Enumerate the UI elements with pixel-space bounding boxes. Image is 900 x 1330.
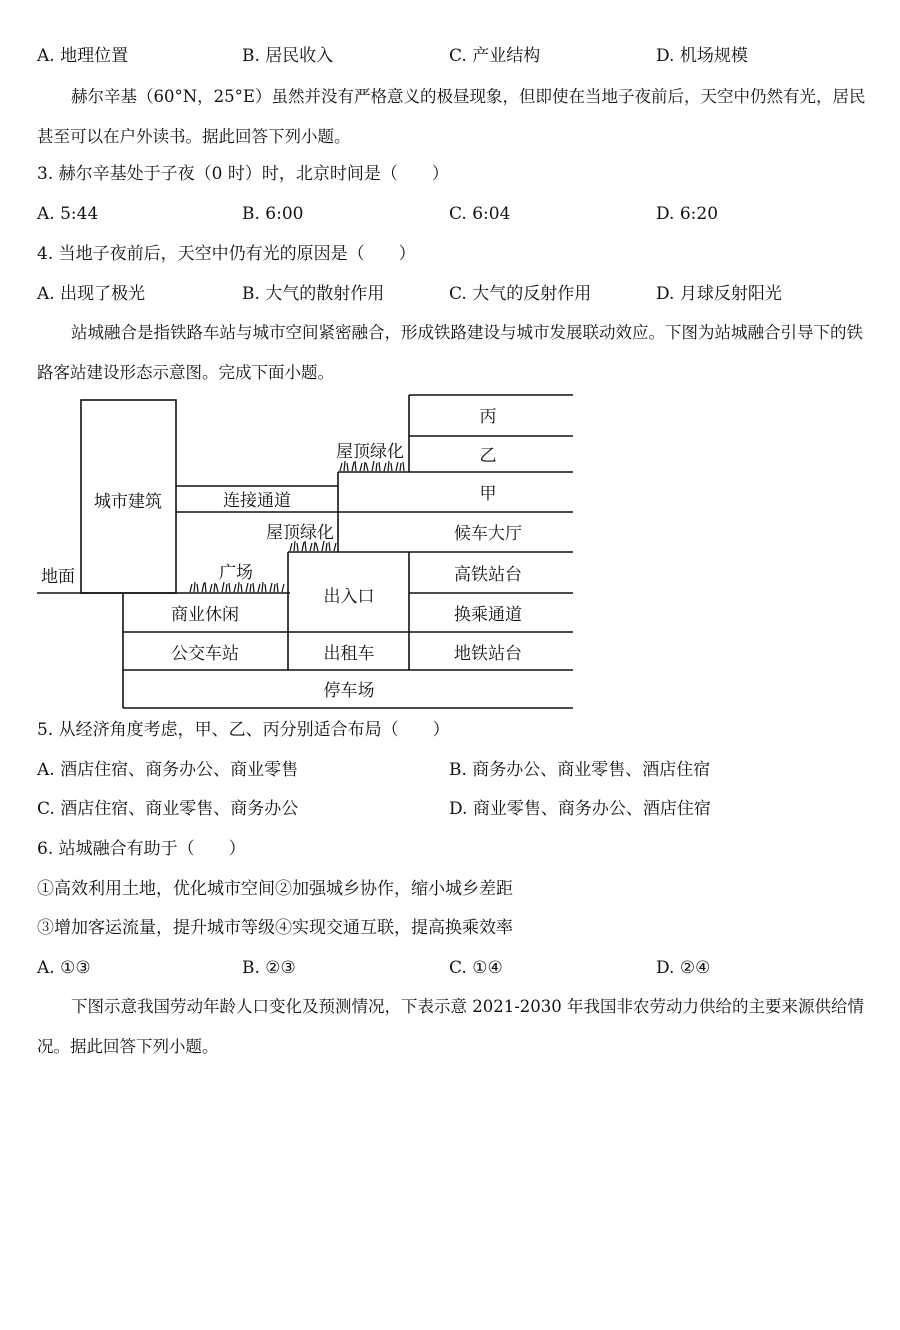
labor-intro: 下图示意我国劳动年龄人口变化及预测情况，下表示意 2021-2030 年我国非农劳动力供给的主要来源供给情况。据此回答下列小题。 <box>37 997 865 1056</box>
grass-square <box>190 582 284 592</box>
grass-upper <box>340 461 404 471</box>
q4-option-d: D. 月球反射阳光 <box>656 284 782 304</box>
prev-option-d: D. 机场规模 <box>656 46 748 66</box>
q6-option-d: D. ②④ <box>656 958 711 978</box>
prev-option-b: B. 居民收入 <box>242 46 334 66</box>
q5-option-d: D. 商业零售、商务办公、酒店住宿 <box>449 799 711 819</box>
q6-items-line1: ①高效利用土地，优化城市空间②加强城乡协作，缩小城乡差距 <box>37 879 513 899</box>
helsinki-intro: 赫尔辛基（60°N，25°E）虽然并没有严格意义的极昼现象，但即使在当地子夜前后，天空中仍然有光，居民甚至可以在户外读书。据此回答下列小题。 <box>37 87 866 146</box>
q4-stem: 4. 当地子夜前后，天空中仍有光的原因是（ ） <box>37 244 416 264</box>
label-waiting-hall: 候车大厅 <box>454 524 522 544</box>
label-taxi: 出租车 <box>323 644 375 664</box>
label-parking: 停车场 <box>323 681 375 701</box>
label-bing: 丙 <box>479 407 497 427</box>
q5-option-c: C. 酒店住宿、商业零售、商务办公 <box>37 799 299 819</box>
q4-option-c: C. 大气的反射作用 <box>449 284 592 304</box>
q6-items-line2: ③增加客运流量，提升城市等级④实现交通互联，提高换乘效率 <box>37 918 513 938</box>
q3-stem: 3. 赫尔辛基处于子夜（0 时）时，北京时间是（ ） <box>37 164 449 184</box>
q5-stem: 5. 从经济角度考虑，甲、乙、丙分别适合布局（ ） <box>37 720 450 740</box>
label-transfer: 换乘通道 <box>454 605 522 625</box>
station-intro: 站城融合是指铁路车站与城市空间紧密融合，形成铁路建设与城市发展联动效应。下图为站城融合引导下的铁路客站建设形态示意图。完成下面小题。 <box>37 323 863 382</box>
label-jia: 甲 <box>479 484 497 504</box>
label-yi: 乙 <box>479 446 497 466</box>
label-roof-green-lower: 屋顶绿化 <box>266 523 334 543</box>
q3-option-d: D. 6:20 <box>656 204 719 224</box>
q6-option-b: B. ②③ <box>242 958 296 978</box>
label-roof-green-upper: 屋顶绿化 <box>336 442 404 462</box>
q3-option-b: B. 6:00 <box>242 204 304 224</box>
label-bus: 公交车站 <box>171 644 239 664</box>
label-metro: 地铁站台 <box>454 644 522 664</box>
q6-option-a: A. ①③ <box>37 958 91 978</box>
prev-option-a: A. 地理位置 <box>37 46 129 66</box>
label-square: 广场 <box>219 563 253 583</box>
label-entrance: 出入口 <box>323 587 375 607</box>
label-city-building: 城市建筑 <box>94 492 162 512</box>
q5-option-b: B. 商务办公、商业零售、酒店住宿 <box>449 760 711 780</box>
label-commerce: 商业休闲 <box>171 605 239 625</box>
label-connector: 连接通道 <box>223 491 291 511</box>
prev-option-c: C. 产业结构 <box>449 46 541 66</box>
q6-stem: 6. 站城融合有助于（ ） <box>37 839 246 859</box>
q3-option-c: C. 6:04 <box>449 204 511 224</box>
q3-option-a: A. 5:44 <box>37 204 99 224</box>
q4-option-b: B. 大气的散射作用 <box>242 284 385 304</box>
q6-option-c: C. ①④ <box>449 958 503 978</box>
q5-option-a: A. 酒店住宿、商务办公、商业零售 <box>37 760 299 780</box>
q4-option-a: A. 出现了极光 <box>37 284 146 304</box>
label-ground: 地面 <box>41 567 75 587</box>
label-hsr-platform: 高铁站台 <box>454 565 522 585</box>
